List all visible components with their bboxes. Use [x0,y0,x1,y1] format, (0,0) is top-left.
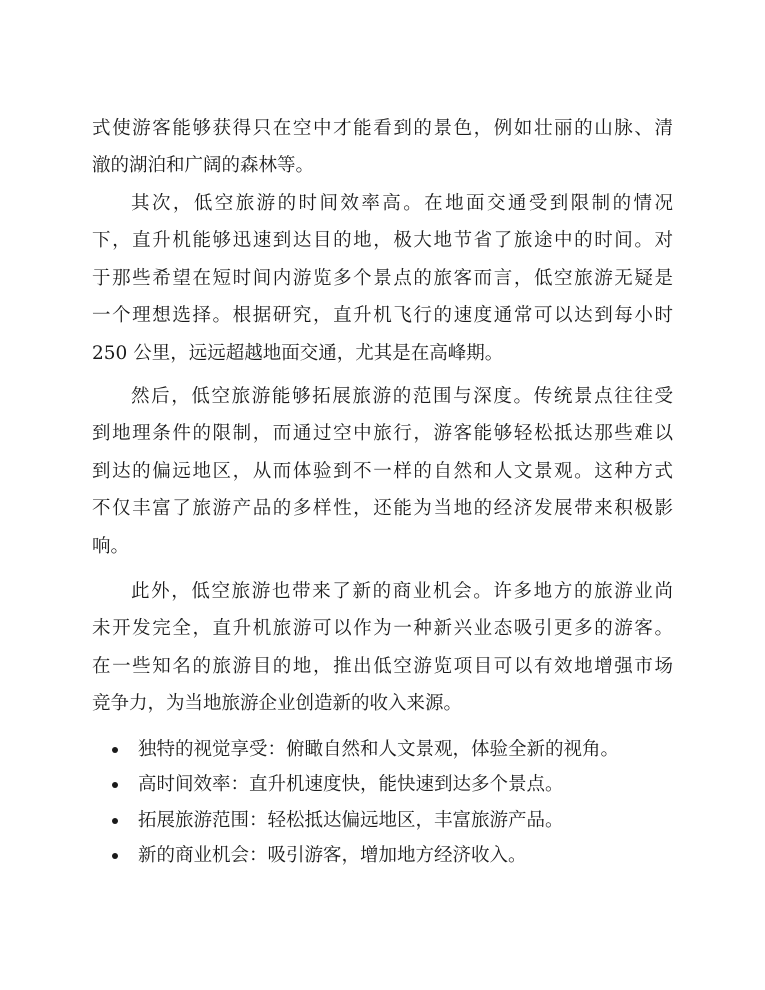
list-item [112,768,672,802]
paragraph-3-line-3: 到达的偏远地区，从而体验到不一样的自然和人文景观。这种方式 [92,461,673,482]
paragraph-1-line-1: 式使游客能够获得只在空中才能看到的景色，例如壮丽的山脉、清 [92,118,673,139]
paragraph-3-line-4: 不仅丰富了旅游产品的多样性，还能为当地的经济发展带来积极影 [92,498,673,519]
paragraph-3-line-2: 到地理条件的限制，而通过空中旅行，游客能够轻松抵达那些难以 [92,423,673,444]
bullet-dot-icon [112,818,118,824]
paragraph-2-line-2: 下，直升机能够迅速到达目的地，极大地节省了旅途中的时间。对 [92,230,673,251]
paragraph-4-line-2: 未开发完全，直升机旅游可以作为一种新兴业态吸引更多的游客。 [92,618,673,639]
list-item-text: 高时间效率：直升机速度快，能快速到达多个景点。 [138,774,564,795]
bullet-dot-icon [112,747,118,753]
paragraph-2-line-4: 一个理想选择。根据研究，直升机飞行的速度通常可以达到每小时 [92,305,673,326]
paragraph-2-line-5: 250 公里，远远超越地面交通，尤其是在高峰期。 [92,343,504,364]
paragraph-1-line-2: 澈的湖泊和广阔的森林等。 [92,155,315,176]
paragraph-4-line-3: 在一些知名的旅游目的地，推出低空游览项目可以有效地增强市场 [92,656,673,677]
paragraph-3-line-5: 响。 [92,536,130,557]
bullet-dot-icon [112,782,118,788]
list-item [112,839,672,873]
list-item-text: 拓展旅游范围：轻松抵达偏远地区，丰富旅游产品。 [138,810,564,831]
paragraph-4-line-1: 此外，低空旅游也带来了新的商业机会。许多地方的旅游业尚 [131,581,673,602]
paragraph-4-line-4: 竞争力，为当地旅游企业创造新的收入来源。 [92,693,463,714]
list-item-text: 新的商业机会：吸引游客，增加地方经济收入。 [138,845,527,866]
paragraph-3-line-1: 然后，低空旅游能够拓展旅游的范围与深度。传统景点往往受 [131,386,673,407]
paragraph-2-line-1: 其次，低空旅游的时间效率高。在地面交通受到限制的情况 [131,193,673,214]
bullet-dot-icon [112,853,118,859]
list-item [112,733,672,767]
list-item-text: 独特的视觉享受：俯瞰自然和人文景观，体验全新的视角。 [138,739,620,760]
list-item [112,804,672,838]
paragraph-2-line-3: 于那些希望在短时间内游览多个景点的旅客而言，低空旅游无疑是 [92,268,673,289]
